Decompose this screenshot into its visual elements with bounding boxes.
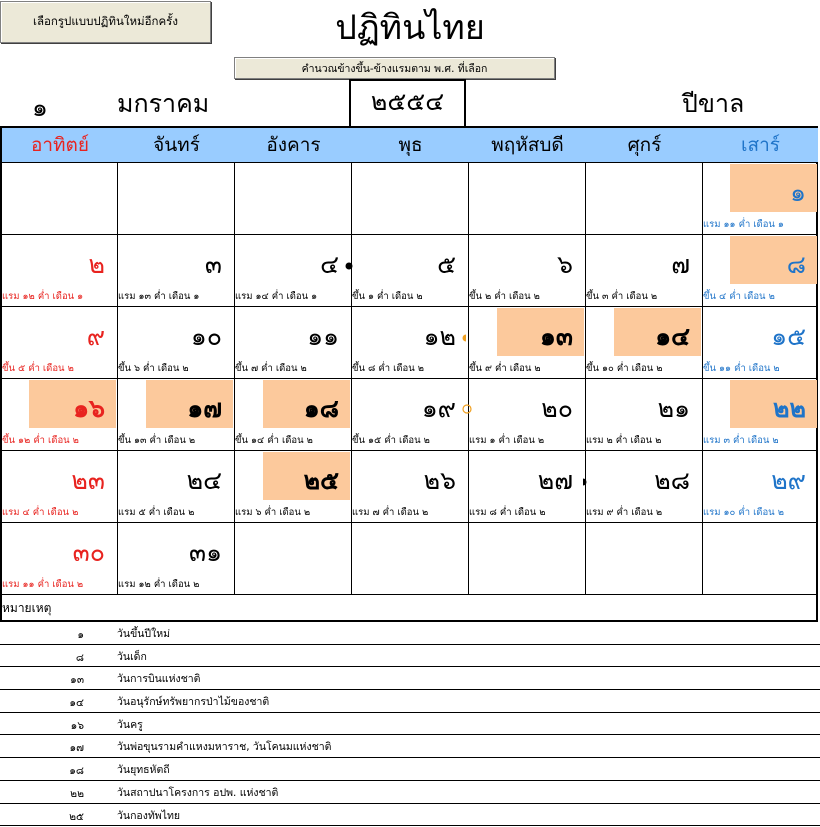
- day-cell[interactable]: [2, 523, 118, 595]
- day-number: ๒๗: [537, 466, 573, 495]
- day-number: ๒๐: [541, 394, 573, 423]
- empty-day-cell: [703, 523, 818, 595]
- day-cell[interactable]: [586, 451, 703, 523]
- page-title: ปฏิทินไทย: [335, 8, 485, 48]
- empty-day-cell: [469, 523, 586, 595]
- holiday-day: ๑๔: [69, 697, 84, 710]
- holiday-row: [0, 645, 820, 668]
- day-cell[interactable]: [586, 379, 703, 451]
- lunar-date: ขึ้น ๘ ค่ำ เดือน ๒: [352, 363, 424, 374]
- zodiac-year: ปีขาล: [682, 89, 745, 118]
- weekday-header: อังคาร: [235, 128, 352, 163]
- day-number: ๑๔: [655, 322, 690, 351]
- holiday-name: วันอนุรักษ์ทรัพยากรป่าไม้ของชาติ: [117, 696, 270, 709]
- holiday-row: [0, 781, 820, 804]
- day-cell[interactable]: [2, 379, 118, 451]
- day-number: ๒๒: [773, 394, 806, 423]
- day-cell[interactable]: [235, 451, 352, 523]
- weekday-header: เสาร์: [703, 128, 818, 163]
- day-cell[interactable]: [235, 235, 352, 307]
- lunar-date: แรม ๔ ค่ำ เดือน ๒: [2, 507, 79, 518]
- day-number: ๗: [671, 250, 690, 279]
- lunar-date: ขึ้น ๑ ค่ำ เดือน ๒: [352, 291, 423, 302]
- holiday-name: วันกองทัพไทย: [117, 809, 181, 822]
- day-cell[interactable]: [118, 379, 235, 451]
- day-cell[interactable]: [118, 523, 235, 595]
- day-number: ๒๔: [186, 466, 222, 495]
- holiday-name: วันยุทธหัตถี: [117, 764, 170, 777]
- lunar-date: แรม ๘ ค่ำ เดือน ๒: [469, 507, 546, 518]
- empty-day-cell: [118, 163, 235, 235]
- lunar-date: แรม ๙ ค่ำ เดือน ๒: [586, 507, 663, 518]
- calendar-grid: [0, 126, 818, 622]
- year-field[interactable]: ๒๕๕๔: [349, 79, 466, 126]
- day-number: ๒๕: [303, 466, 339, 495]
- lunar-date: ขึ้น ๑๓ ค่ำ เดือน ๒: [118, 435, 196, 446]
- day-number: ๙: [86, 322, 105, 351]
- weekday-header: อาทิตย์: [2, 128, 118, 163]
- day-number: ๑๘: [303, 394, 339, 423]
- holiday-day: ๑๗: [69, 742, 84, 755]
- holiday-name: วันเด็ก: [117, 650, 147, 663]
- empty-day-cell: [586, 163, 703, 235]
- weekday-header: พุธ: [352, 128, 469, 163]
- lunar-date: ขึ้น ๓ ค่ำ เดือน ๒: [586, 291, 658, 302]
- lunar-date: แรม ๑ ค่ำ เดือน ๒: [469, 435, 545, 446]
- lunar-date: แรม ๑๑ ค่ำ เดือน ๑: [703, 219, 784, 230]
- day-cell[interactable]: [2, 307, 118, 379]
- lunar-date: ขึ้น ๙ ค่ำ เดือน ๒: [469, 363, 541, 374]
- holiday-row: [0, 622, 820, 645]
- lunar-date: ขึ้น ๕ ค่ำ เดือน ๒: [2, 363, 74, 374]
- holiday-row: [0, 804, 820, 827]
- lunar-date: ขึ้น ๑๔ ค่ำ เดือน ๒: [235, 435, 313, 446]
- day-number: ๑๙: [421, 394, 456, 423]
- empty-day-cell: [469, 163, 586, 235]
- day-number: ๑: [790, 178, 806, 207]
- holiday-row: [0, 758, 820, 781]
- day-cell[interactable]: [703, 451, 818, 523]
- day-cell[interactable]: [586, 307, 703, 379]
- day-cell[interactable]: [118, 451, 235, 523]
- day-number: ๑๗: [187, 394, 222, 423]
- lunar-date: แรม ๑๒ ค่ำ เดือน ๒: [118, 579, 200, 590]
- day-number: ๒: [88, 250, 105, 279]
- day-cell[interactable]: [235, 379, 352, 451]
- day-cell[interactable]: [703, 379, 818, 451]
- empty-day-cell: [235, 163, 352, 235]
- lunar-date: แรม ๑๔ ค่ำ เดือน ๑: [235, 291, 318, 302]
- day-number: ๑๒: [423, 322, 456, 351]
- lunar-date: ขึ้น ๑๕ ค่ำ เดือน ๒: [352, 435, 430, 446]
- holiday-name: วันครู: [117, 718, 143, 731]
- day-cell[interactable]: [469, 235, 586, 307]
- remarks-label: หมายเหตุ: [2, 601, 52, 615]
- month-number: ๑: [32, 93, 48, 122]
- holiday-day: ๑๖: [70, 719, 84, 732]
- day-number: ๘: [786, 250, 806, 279]
- holiday-name: วันพ่อขุนรามคำแหงมหาราช, วันโคนมแห่งชาติ: [117, 741, 332, 754]
- lunar-date: แรม ๗ ค่ำ เดือน ๒: [352, 507, 429, 518]
- holiday-row: [0, 735, 820, 758]
- day-number: ๑๖: [73, 394, 105, 423]
- day-number: ๑๕: [771, 322, 806, 351]
- holiday-day: ๑๓: [70, 674, 84, 687]
- lunar-date: แรม ๑๒ ค่ำ เดือน ๑: [2, 291, 84, 302]
- day-cell[interactable]: [235, 307, 352, 379]
- lunar-date: ขึ้น ๖ ค่ำ เดือน ๒: [118, 363, 189, 374]
- day-cell[interactable]: [469, 307, 586, 379]
- day-number: ๒๙: [771, 466, 806, 495]
- day-cell[interactable]: [703, 163, 818, 235]
- day-cell[interactable]: [2, 235, 118, 307]
- holiday-name: วันการบินแห่งชาติ: [117, 673, 201, 686]
- lunar-date: ขึ้น ๑๑ ค่ำ เดือน ๒: [703, 363, 780, 374]
- month-name: มกราคม: [117, 89, 210, 118]
- lunar-date: ขึ้น ๑๐ ค่ำ เดือน ๒: [586, 363, 663, 374]
- holiday-row: [0, 667, 820, 690]
- lunar-date: ขึ้น ๒ ค่ำ เดือน ๒: [469, 291, 540, 302]
- lunar-date: แรม ๒ ค่ำ เดือน ๒: [586, 435, 662, 446]
- holiday-day: ๒๕: [69, 810, 84, 823]
- day-cell[interactable]: [352, 307, 469, 379]
- holiday-day: ๒๒: [70, 787, 84, 800]
- day-number: ๑๐: [190, 322, 222, 351]
- lunar-date: แรม ๑๓ ค่ำ เดือน ๑: [118, 291, 200, 302]
- lunar-date: แรม ๓ ค่ำ เดือน ๒: [703, 435, 779, 446]
- day-number: ๖: [557, 250, 573, 279]
- empty-day-cell: [352, 523, 469, 595]
- lunar-date: แรม ๑๑ ค่ำ เดือน ๒: [2, 579, 84, 590]
- day-cell[interactable]: [469, 379, 586, 451]
- day-cell[interactable]: [118, 307, 235, 379]
- day-number: ๔: [320, 250, 339, 279]
- day-cell[interactable]: [703, 235, 818, 307]
- empty-day-cell: [586, 523, 703, 595]
- holiday-row: [0, 713, 820, 736]
- empty-day-cell: [352, 163, 469, 235]
- holiday-day: ๑: [77, 629, 84, 641]
- lunar-date: แรม ๕ ค่ำ เดือน ๒: [118, 507, 195, 518]
- holiday-day: ๘: [75, 651, 84, 664]
- day-number: ๓: [204, 250, 222, 279]
- day-cell[interactable]: [469, 451, 586, 523]
- day-cell[interactable]: [352, 451, 469, 523]
- lunar-date: ขึ้น ๗ ค่ำ เดือน ๒: [235, 363, 307, 374]
- day-number: ๒๓: [71, 466, 105, 495]
- holiday-list: [0, 622, 820, 826]
- weekday-header: ศุกร์: [586, 128, 703, 163]
- empty-day-cell: [235, 523, 352, 595]
- day-number: ๓๑: [189, 538, 222, 567]
- day-cell[interactable]: [2, 451, 118, 523]
- day-number: ๒๘: [654, 466, 690, 495]
- weekday-header: จันทร์: [118, 128, 235, 163]
- lunar-date: แรม ๑๐ ค่ำ เดือน ๒: [703, 507, 784, 518]
- day-cell[interactable]: [352, 379, 469, 451]
- day-number: ๑๑: [307, 322, 339, 351]
- day-number: ๒๖: [423, 466, 456, 495]
- day-number: ๓๐: [72, 538, 105, 567]
- day-cell[interactable]: [586, 235, 703, 307]
- day-number: ๒๑: [657, 394, 690, 423]
- day-cell[interactable]: [118, 235, 235, 307]
- holiday-name: วันสถาปนาโครงการ อปพ. แห่งชาติ: [117, 786, 279, 799]
- reselect-calendar-button[interactable]: เลือกรูปแบบปฏิทินใหม่อีกครั้ง: [0, 1, 211, 43]
- day-cell[interactable]: [703, 307, 818, 379]
- calculate-lunar-button[interactable]: คำนวณข้างขึ้น-ข้างแรมตาม พ.ศ. ที่เลือก: [234, 57, 555, 79]
- empty-day-cell: [2, 163, 118, 235]
- lunar-date: ขึ้น ๔ ค่ำ เดือน ๒: [703, 291, 775, 302]
- holiday-name: วันขึ้นปีใหม่: [117, 628, 171, 640]
- weekday-header: พฤหัสบดี: [469, 128, 586, 163]
- holiday-day: ๑๘: [69, 765, 84, 778]
- day-number: ๑๓: [540, 322, 573, 351]
- holiday-row: [0, 690, 820, 713]
- lunar-date: ขึ้น ๑๒ ค่ำ เดือน ๒: [2, 435, 79, 446]
- day-cell[interactable]: [352, 235, 469, 307]
- lunar-date: แรม ๖ ค่ำ เดือน ๒: [235, 507, 311, 518]
- day-number: ๕: [437, 250, 456, 279]
